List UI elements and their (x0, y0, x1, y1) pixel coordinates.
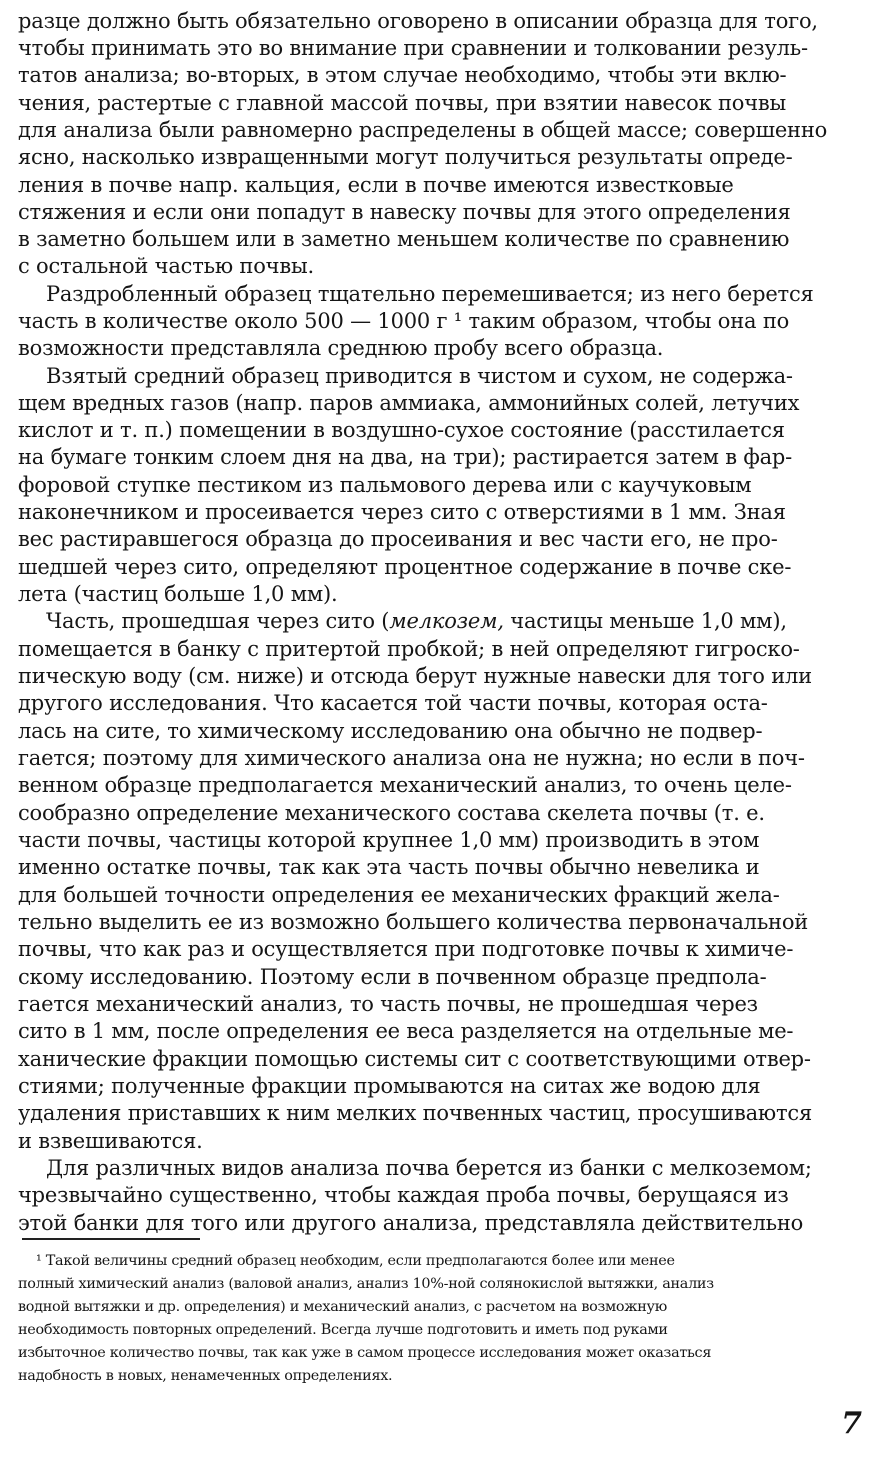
body-line: чения, растертые с главной массой почвы, при взятии навесок почвы (18, 91, 787, 115)
body-line: тельно выделить ее из возможно большего количества первоначальной (18, 910, 809, 934)
body-line: вес растиравшегося образца до просеивания и вес части его, не про- (18, 527, 778, 551)
body-line: Для различных видов анализа почва берется из банки с мелкоземом; (46, 1156, 812, 1180)
body-line: Раздробленный образец тщательно перемешивается; из него берется (46, 282, 814, 306)
footnote-line: водной вытяжки и др. определения) и механический анализ, с расчетом на возможную (18, 1299, 667, 1315)
body-line: удаления приставших к ним мелких почвенных частиц, просушиваются (18, 1101, 813, 1125)
body-line: сито в 1 мм, после определения ее веса разделяется на отдельные ме- (18, 1019, 794, 1043)
body-line: чтобы принимать это во внимание при сравнении и толковании резуль- (18, 36, 808, 60)
body-line: татов анализа; во-вторых, в этом случае необходимо, чтобы эти вклю- (18, 63, 787, 87)
body-line: гается; поэтому для химического анализа она не нужна; но если в поч- (18, 746, 805, 770)
body-line: ления в почве напр. кальция, если в почве имеются известковые (18, 173, 734, 197)
body-line: для большей точности определения ее механических фракций жела- (18, 883, 780, 907)
body-line: скому исследованию. Поэтому если в почвенном образце предпола- (18, 965, 767, 989)
body-line: для анализа были равномерно распределены в общей массе; совершенно (18, 118, 828, 142)
body-line: и взвешиваются. (18, 1129, 203, 1153)
body-line: в заметно большем или в заметно меньшем количестве по сравнению (18, 227, 790, 251)
footnote-line: ¹ Такой величины средний образец необходим, если предполагаются более или менее (36, 1253, 675, 1269)
body-line: лась на сите, то химическому исследованию она обычно не подвер- (18, 719, 763, 743)
body-line: помещается в банку с притертой пробкой; в ней определяют гигроско- (18, 637, 800, 661)
body-line: этой банки для того или другого анализа, представляла действительно (18, 1211, 804, 1235)
body-line (46, 608, 864, 636)
body-line-start: Часть, прошедшая через сито ( (46, 609, 390, 633)
body-line: именно остатке почвы, так как эта часть почвы обычно невелика и (18, 855, 760, 879)
body-line: другого исследования. Что касается той части почвы, которая оста- (18, 691, 768, 715)
body-line: сообразно определение механического состава скелета почвы (т. е. (18, 801, 765, 825)
body-line: ханические фракции помощью системы сит с соответствующими отвер- (18, 1047, 811, 1071)
footnote-line: избыточное количество почвы, так как уже в самом процессе исследования может оказаться (18, 1345, 712, 1361)
body-line: стяжения и если они попадут в навеску почвы для этого определения (18, 200, 791, 224)
body-line: кислот и т. п.) помещении в воздушно-сухое состояние (расстилается (18, 418, 785, 442)
italic-term: мелкозем, (389, 609, 504, 633)
footnote-separator (22, 1238, 200, 1240)
body-line: часть в количестве около 500 — 1000 г ¹ таким образом, чтобы она по (18, 309, 790, 333)
body-line: почвы, что как раз и осуществляется при подготовке почвы к химиче- (18, 937, 794, 961)
footnote-line: необходимость повторных определений. Всегда лучше подготовить и иметь под руками (18, 1322, 668, 1338)
body-line: щем вредных газов (напр. паров аммиака, аммонийных солей, летучих (18, 391, 800, 415)
body-line: стиями; полученные фракции промываются на ситах же водою для (18, 1074, 761, 1098)
body-line: форовой ступке пестиком из пальмового дерева или с каучуковым (18, 473, 752, 497)
body-line: гается механический анализ, то часть почвы, не прошедшая через (18, 992, 758, 1016)
body-line: с остальной частью почвы. (18, 254, 314, 278)
footnote-line: полный химический анализ (валовой анализ, анализ 10%-ной солянокислой вытяжки, анализ (18, 1276, 714, 1292)
body-line: пическую воду (см. ниже) и отсюда берут нужные навески для того или (18, 664, 812, 688)
body-line: на бумаге тонким слоем дня на два, на три); растирается затем в фар- (18, 445, 793, 469)
body-line: возможности представляла среднюю пробу всего образца. (18, 336, 664, 360)
body-line: Взятый средний образец приводится в чистом и сухом, не содержа- (46, 364, 793, 388)
body-line: наконечником и просеивается через сито с отверстиями в 1 мм. Зная (18, 500, 786, 524)
footnote-line: надобность в новых, ненамеченных определениях. (18, 1368, 393, 1384)
body-line: лета (частиц больше 1,0 мм). (18, 582, 338, 606)
page-number: 7 (841, 1406, 862, 1441)
body-line: части почвы, частицы которой крупнее 1,0 мм) производить в этом (18, 828, 760, 852)
body-line-rest: частицы меньше 1,0 мм), (503, 609, 787, 633)
body-line: шедшей через сито, определяют процентное содержание в почве ске- (18, 555, 792, 579)
body-line: разце должно быть обязательно оговорено в описании образца для того, (18, 9, 818, 33)
body-line: ясно, насколько извращенными могут получиться результаты опреде- (18, 145, 793, 169)
body-line: чрезвычайно существенно, чтобы каждая проба почвы, берущаяся из (18, 1183, 789, 1207)
body-line: венном образце предполагается механический анализ, то очень целе- (18, 773, 792, 797)
